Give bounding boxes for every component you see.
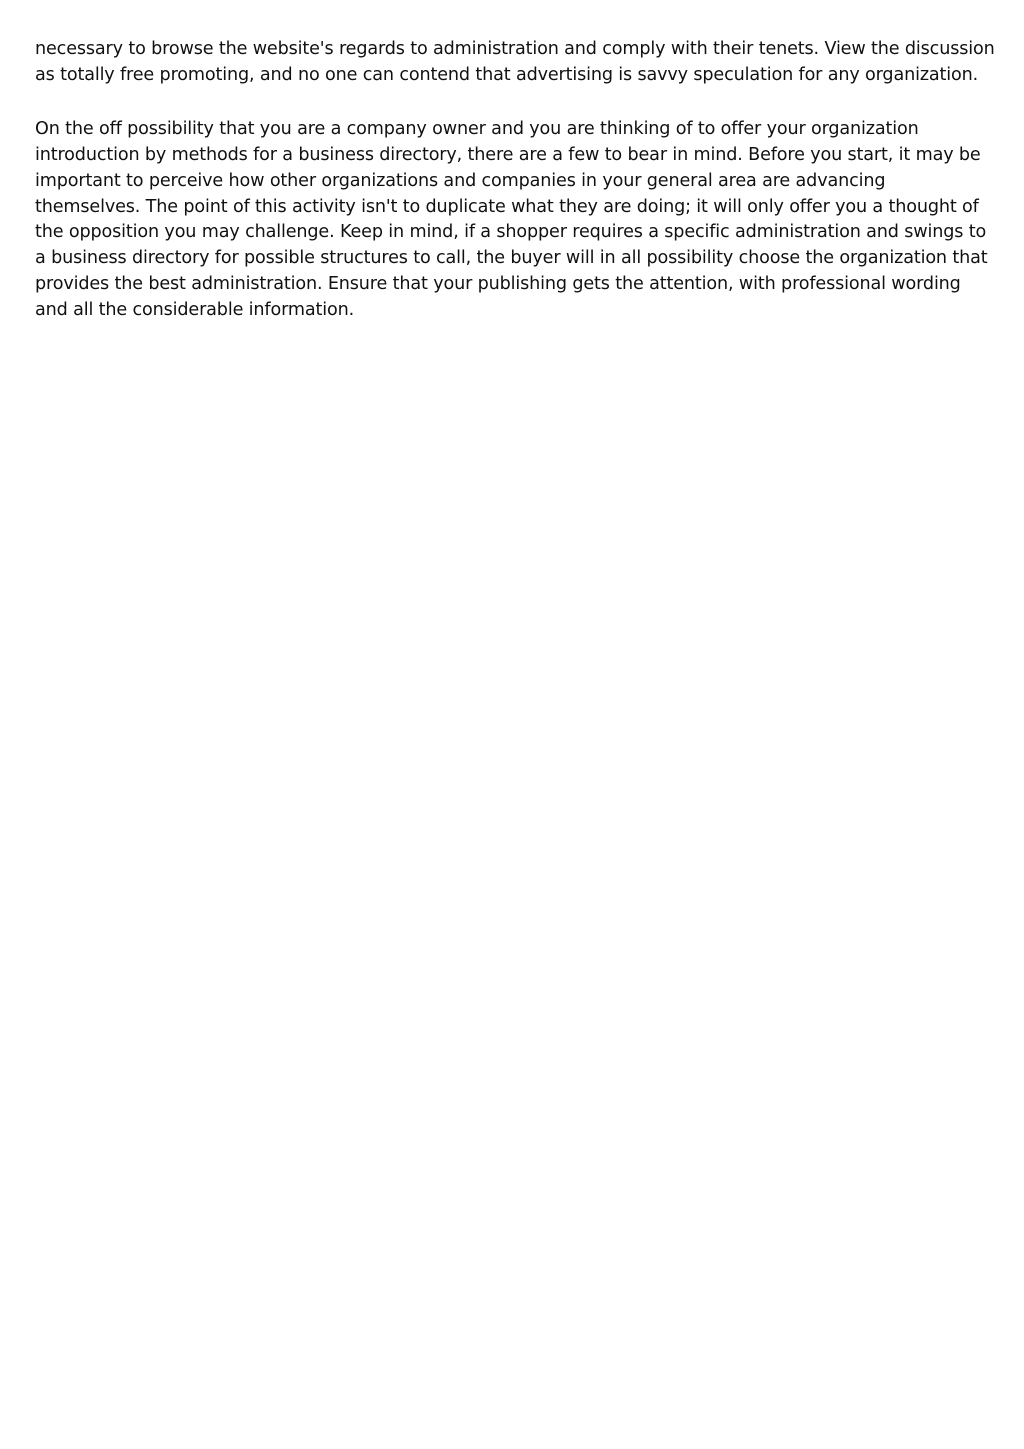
paragraph-continuation: necessary to browse the website's regards to administration and comply with their tenets. View the discussion as totally free promoting, and no one can contend that advertising is savvy speculation for any organization. [35, 39, 995, 85]
document-body [35, 37, 995, 324]
paragraph-business-directory: On the off possibility that you are a company owner and you are thinking of to offer your organization introduction by methods for a business directory, there are a few to bear in mind. Before you start, it may be important to perceive how other organizations and companies in your general area are advancing themselves. The point of this activity isn't to duplicate what they are doing; it will only offer you a thought of the opposition you may challenge. Keep in mind, if a shopper requires a specific administration and swings to a business directory for possible structures to call, the buyer will in all possibility choose the organization that provides the best administration. Ensure that your publishing gets the attention, with professional wording and all the considerable information. [35, 118, 988, 321]
